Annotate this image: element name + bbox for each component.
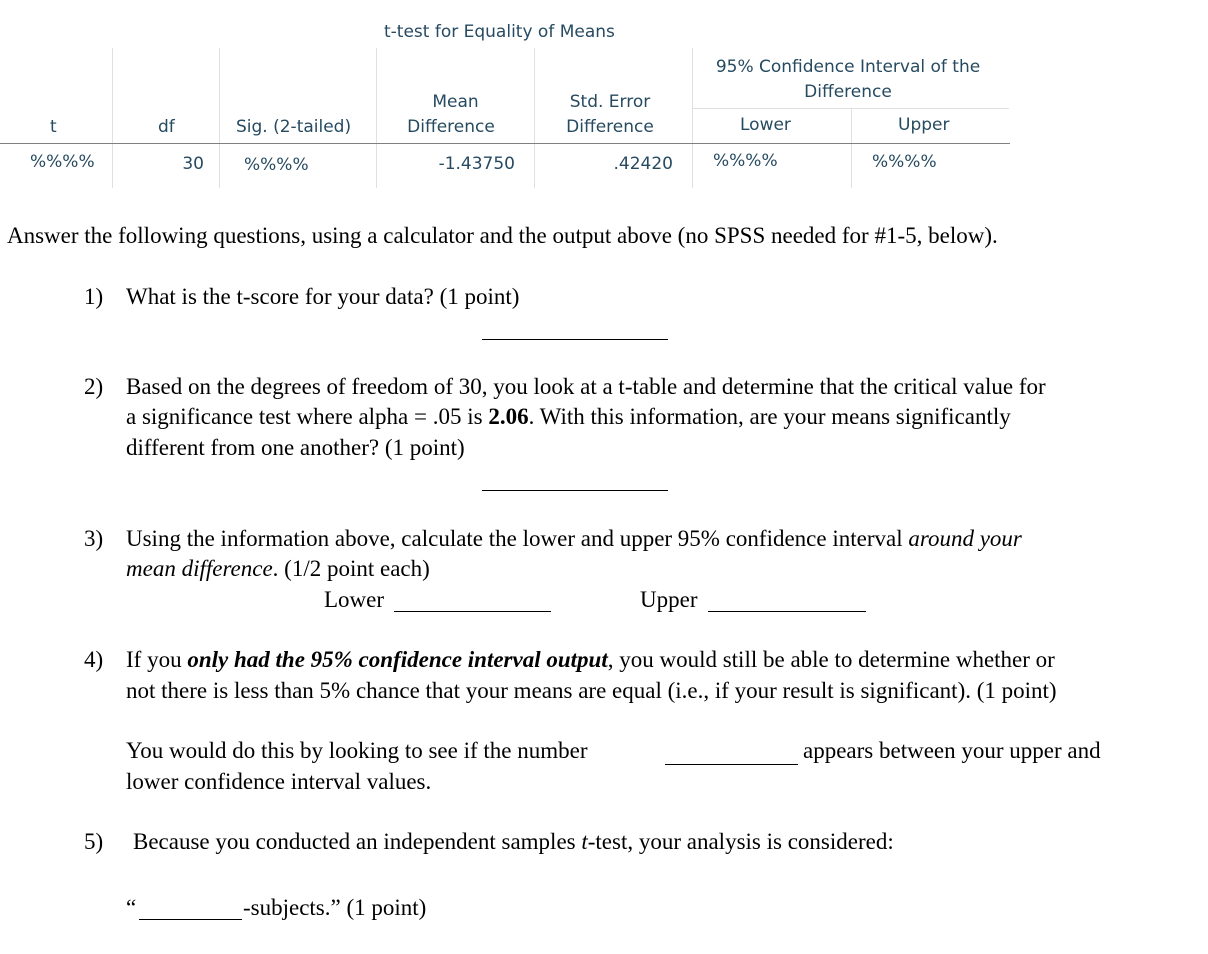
answer-blank[interactable] <box>665 764 798 765</box>
question-text-line2: not there is less than 5% chance that your means are equal (i.e., if your result is significant). (1 point) <box>126 678 1057 703</box>
header-se-line2: Difference <box>566 117 654 137</box>
question-text-line1: Based on the degrees of freedom of 30, you look at a t-table and determine that the critical value for <box>126 374 1046 399</box>
header-sig: Sig. (2-tailed) <box>236 117 352 137</box>
upper-answer-blank[interactable] <box>708 611 866 612</box>
cell-upper: %%%% <box>872 152 937 172</box>
text-run: If you <box>126 647 188 672</box>
cell-se: .42420 <box>613 154 673 174</box>
critical-value: 2.06 <box>488 404 529 429</box>
lower-label: Lower <box>324 587 385 612</box>
header-mean-diff-line1: Mean <box>432 92 479 112</box>
cell-t: %%%% <box>30 152 95 172</box>
question-text-line3b: appears between your upper and <box>803 738 1101 763</box>
answer-blank[interactable] <box>482 339 668 340</box>
cell-sig: %%%% <box>244 155 309 175</box>
ci-group-header-line2: Difference <box>804 82 892 102</box>
question-text-line3: different from one another? (1 point) <box>126 435 465 460</box>
question-number: 2) <box>84 374 104 399</box>
question-text-line2 <box>126 556 430 582</box>
text-run: -test, your analysis is considered: <box>587 829 894 854</box>
ci-group-header-line1: 95% Confidence Interval of the <box>715 57 981 77</box>
header-lower: Lower <box>740 115 791 135</box>
text-run: Using the information above, calculate the lower and upper 95% confidence interval <box>126 526 909 551</box>
header-df: df <box>158 117 175 137</box>
question-number: 4) <box>84 647 104 672</box>
cell-df: 30 <box>182 154 204 174</box>
text-run: t <box>581 829 588 854</box>
question-text-line1 <box>126 526 1022 552</box>
question-text-line1 <box>126 647 1055 673</box>
cell-mean-diff: -1.43750 <box>438 154 515 174</box>
intro-text: Answer the following questions, using a calculator and the output above (no SPSS needed for #1-5, below). <box>7 223 998 248</box>
text-run: mean difference <box>126 556 273 581</box>
answer-blank[interactable] <box>482 490 668 491</box>
text-run: , you would still be able to determine whether or <box>607 647 1055 672</box>
text-run: Because you conducted an independent samples <box>133 829 582 854</box>
grid-line <box>112 48 113 188</box>
text-run: only had the 95% confidence interval output <box>187 647 608 672</box>
question-number: 1) <box>84 284 104 309</box>
question-text-line3a: You would do this by looking to see if the number <box>126 738 588 763</box>
question-number: 5) <box>84 829 104 854</box>
question-number: 3) <box>84 526 104 551</box>
answer-blank[interactable] <box>139 919 242 920</box>
question-suffix: -subjects.” (1 point) <box>243 895 427 920</box>
upper-label: Upper <box>640 587 698 612</box>
text-run: a significance test where alpha = .05 is <box>126 404 489 429</box>
header-mean-diff-line2: Difference <box>407 117 495 137</box>
grid-line <box>851 108 852 188</box>
text-run: . (1/2 point each) <box>272 556 430 581</box>
text-run: around your <box>908 526 1022 551</box>
open-quote: “ <box>126 895 137 920</box>
lower-answer-blank[interactable] <box>394 611 551 612</box>
question-text <box>133 829 894 855</box>
header-t: t <box>50 117 57 137</box>
text-run: . With this information, are your means significantly <box>528 404 1011 429</box>
ci-group-divider <box>693 108 1009 109</box>
question-text: What is the t-score for your data? (1 point) <box>126 284 520 309</box>
header-se-line1: Std. Error <box>569 92 651 112</box>
table-caption: t-test for Equality of Means <box>384 22 615 42</box>
header-rule <box>0 143 1010 144</box>
cell-lower: %%%% <box>713 151 778 171</box>
header-upper: Upper <box>898 115 950 135</box>
question-text-line4: lower confidence interval values. <box>126 769 432 794</box>
question-text-line2 <box>126 404 1011 430</box>
grid-line <box>219 48 220 188</box>
